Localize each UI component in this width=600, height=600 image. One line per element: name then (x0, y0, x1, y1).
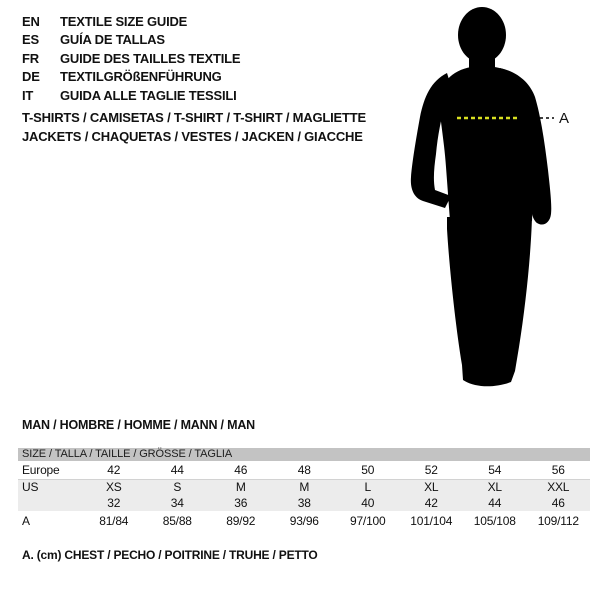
table-row-europe (18, 461, 590, 479)
size-cell: 48 (297, 462, 311, 477)
size-cell: 56 (551, 462, 565, 477)
size-cell: 38 (297, 496, 311, 510)
size-cell: M (299, 480, 310, 495)
row-label: A (22, 513, 30, 528)
size-cell: 46 (551, 496, 565, 510)
size-cell: 44 (488, 496, 502, 510)
man-silhouette-figure (400, 5, 585, 395)
size-cell: XL (424, 480, 439, 495)
language-code: DE (22, 69, 40, 85)
row-label: US (22, 480, 39, 495)
size-table (18, 461, 590, 530)
product-type-line: T-SHIRTS / CAMISETAS / T-SHIRT / T-SHIRT / MAGLIETTE (22, 110, 366, 125)
size-cell: 101/104 (410, 513, 453, 528)
size-cell: 54 (488, 462, 502, 477)
language-code: ES (22, 32, 39, 48)
table-row-chest-cm (18, 511, 590, 530)
table-row-us-numeric (18, 495, 590, 511)
size-cell: 42 (424, 496, 438, 510)
table-row-us (18, 479, 590, 495)
size-cell: 97/100 (349, 513, 386, 528)
size-table-header: SIZE / TALLA / TAILLE / GRÖSSE / TAGLIA (18, 448, 590, 461)
size-cell: 85/88 (162, 513, 192, 528)
size-cell: 40 (361, 496, 375, 510)
language-code: EN (22, 13, 40, 29)
language-row (22, 31, 240, 50)
language-code: FR (22, 50, 39, 66)
size-cell: XL (487, 480, 502, 495)
size-cell: XXL (547, 480, 570, 495)
product-type-line: JACKETS / CHAQUETAS / VESTES / JACKEN / GIACCHE (22, 128, 363, 144)
man-silhouette (411, 7, 551, 386)
size-cell: 42 (107, 462, 121, 477)
size-cell: 89/92 (226, 513, 256, 528)
size-cell: S (173, 480, 182, 495)
size-cell: 50 (361, 462, 375, 477)
language-code: IT (22, 87, 34, 103)
product-types (22, 109, 366, 146)
row-label (18, 495, 82, 511)
language-row (22, 68, 240, 87)
size-cell: 93/96 (289, 513, 319, 528)
language-label: GUIDE DES TAILLES TEXTILE (60, 50, 241, 66)
language-label: TEXTILGRÖßENFÜHRUNG (60, 69, 222, 85)
size-cell: M (235, 480, 246, 495)
size-table-section (18, 448, 590, 530)
size-cell: 81/84 (99, 513, 129, 528)
size-cell: 105/108 (473, 513, 516, 528)
language-list (22, 12, 240, 105)
size-cell: XS (105, 480, 122, 495)
language-row (22, 49, 240, 68)
size-cell: 52 (424, 462, 438, 477)
size-cell: 44 (170, 462, 184, 477)
measure-label-a: A (559, 110, 570, 127)
language-label: GUIDA ALLE TAGLIE TESSILI (60, 87, 237, 103)
measurement-footnote: A. (cm) CHEST / PECHO / POITRINE / TRUHE / PETTO (22, 548, 318, 562)
size-cell: 109/112 (537, 513, 579, 528)
row-label: Europe (22, 462, 60, 477)
language-row (22, 86, 240, 105)
size-cell: 46 (234, 462, 248, 477)
size-cell: L (364, 480, 371, 495)
figure-legs (447, 217, 532, 386)
language-row (22, 12, 240, 31)
language-label: GUÍA DE TALLAS (60, 32, 165, 48)
size-cell: 32 (107, 496, 121, 510)
section-title: MAN / HOMBRE / HOMME / MANN / MAN (22, 418, 255, 432)
size-cell: 34 (170, 496, 184, 510)
size-cell: 36 (234, 496, 248, 510)
language-label: TEXTILE SIZE GUIDE (60, 13, 188, 29)
